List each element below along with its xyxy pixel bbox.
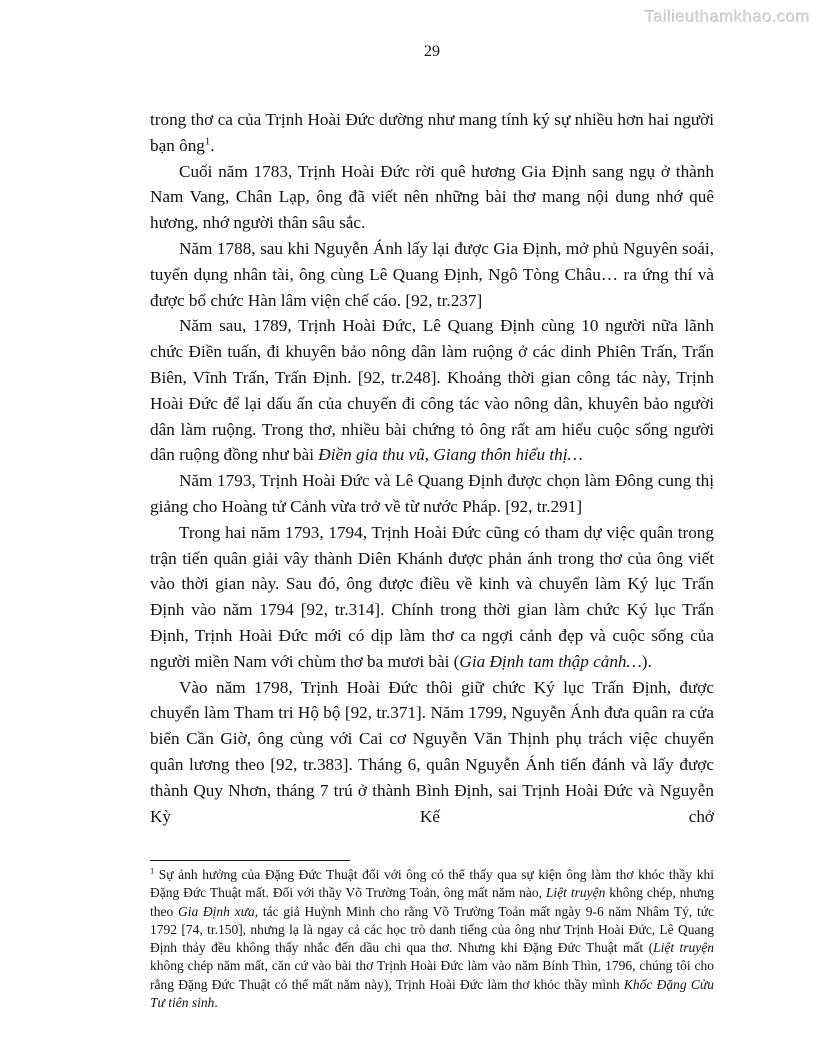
text-run: không chép năm mất, căn cứ vào bài thơ Trịnh Hoài Đức làm vào năm Bính Thìn, 1796, chúng tôi cho rằng Đặng Đức Thuật có thể mất năm này), Trịnh Hoài Đức làm thơ khóc thầy mình	[150, 958, 714, 992]
text-run: ).	[641, 651, 652, 671]
footnote-separator	[150, 860, 350, 861]
italic-run: Khốc Đặng Cửu Tư tiên sinh	[150, 976, 714, 1011]
italic-run: Liệt truyện	[653, 940, 714, 956]
text-run: .	[214, 995, 218, 1011]
text-run: Sự ảnh hưởng của Đặng Đức Thuật đối với ông có thể thấy qua sự kiện ông làm thơ khóc thầy khi Đặng Đức Thuật mất. Đối với thầy Võ Trường Toản, ông mất năm nào,	[150, 867, 714, 901]
paragraph	[150, 107, 714, 159]
paragraph	[150, 520, 714, 675]
text-run: không chép, nhưng theo	[150, 885, 715, 919]
text-run: Cuối năm 1783, Trịnh Hoài Đức rời quê hương Gia Định sang ngụ ở thành Nam Vang, Chân Lạp, ông đã viết nên những bài thơ mang nội dung nhớ quê hương, nhớ người thân sâu sắc.	[150, 161, 714, 233]
italic-run: Gia Định xưa	[177, 903, 255, 919]
text-run: trong thơ ca của Trịnh Hoài Đức dường như mang tính ký sự nhiều hơn hai người bạn ông	[150, 110, 714, 155]
text-run: Năm 1788, sau khi Nguyễn Ánh lấy lại được Gia Định, mở phủ Nguyên soái, tuyển dụng nhân tài, ông cùng Lê Quang Định, Ngô Tòng Châu… ra ứng thí và được bổ chức Hàn lâm viện chế cáo. [92, tr.237]	[150, 238, 714, 310]
text-run: Vào năm 1798, Trịnh Hoài Đức thôi giữ chức Ký lục Trấn Định, được chuyển làm Tham tri Hộ bộ [92, tr.371]. Năm 1799, Nguyễn Ánh đưa quân ra cửa biển Cần Giờ, ông cùng với Cai cơ Nguyễn Văn Thịnh phụ trách việc chuyển quân lương theo [92, tr.383]. Tháng 6, quân Nguyễn Ánh tiến đánh và lấy được thành Quy Nhơn, tháng 7 trú ở thành Bình Định, sai Trịnh Hoài Đức và Nguyễn Kỳ Kế chở	[150, 677, 714, 826]
text-run: , tác giả Huỳnh Minh cho rằng Võ Trường Toản mất ngày 9-6 năm Nhâm Tý, tức 1792 [74, tr.150], nhưng lạ là ngay cả các học trò danh tiếng của ông như Trịnh Hoài Đức, Lê Quang Định thảy đều không thấy nhắc đến dầu chi qua thơ. Nhưng khi Đặng Đức Thuật mất (	[150, 903, 715, 956]
watermark-text: Tailieuthamkhao.com	[644, 7, 810, 26]
text-run: Năm sau, 1789, Trịnh Hoài Đức, Lê Quang Định cùng 10 người nữa lãnh chức Điền tuấn, đi khuyên bảo nông dân làm ruộng ở các dinh Phiên Trấn, Trấn Biên, Vĩnh Trấn, Trấn Định. [92, tr.248]. Khoảng thời gian công tác này, Trịnh Hoài Đức để lại dấu ấn của chuyến đi công tác vào nông dân, khuyên bảo người dân làm ruộng. Trong thơ, nhiều bài chứng tỏ ông rất am hiểu cuộc sống người dân ruộng đồng như bài	[150, 316, 714, 465]
paragraph	[150, 159, 714, 236]
paragraph	[150, 313, 714, 468]
italic-run: Liệt truyện	[545, 885, 606, 901]
text-run: Trong hai năm 1793, 1794, Trịnh Hoài Đức cũng có tham dự việc quân trong trận tiến quân giải vây thành Diên Khánh được phản ánh trong thơ của ông viết vào thời gian này. Sau đó, ông được điều về kinh và chuyển làm Ký lục Trấn Định vào năm 1794 [92, tr.314]. Chính trong thời gian làm chức Ký lục Trấn Định, Trịnh Hoài Đức mới có dịp làm thơ ca ngợi cảnh đẹp và cuộc sống của người miền Nam với chùm thơ ba mươi bài (	[150, 522, 714, 671]
footnote-text	[150, 866, 714, 1012]
text-run: Năm 1793, Trịnh Hoài Đức và Lê Quang Định được chọn làm Đông cung thị giảng cho Hoàng tử Cảnh vừa trở về từ nước Pháp. [92, tr.291]	[150, 471, 714, 516]
page-number: 29	[424, 43, 440, 60]
superscript-run: 1	[204, 136, 211, 148]
paragraph	[150, 468, 714, 520]
paragraph	[150, 675, 714, 830]
italic-run: Điền gia thu vũ, Giang thôn hiểu thị…	[318, 445, 583, 465]
paragraph	[150, 236, 714, 313]
italic-run: Gia Định tam thập cảnh…	[459, 651, 642, 671]
text-run: .	[210, 135, 215, 155]
body-text	[150, 107, 714, 829]
superscript-run: 1	[150, 866, 155, 876]
